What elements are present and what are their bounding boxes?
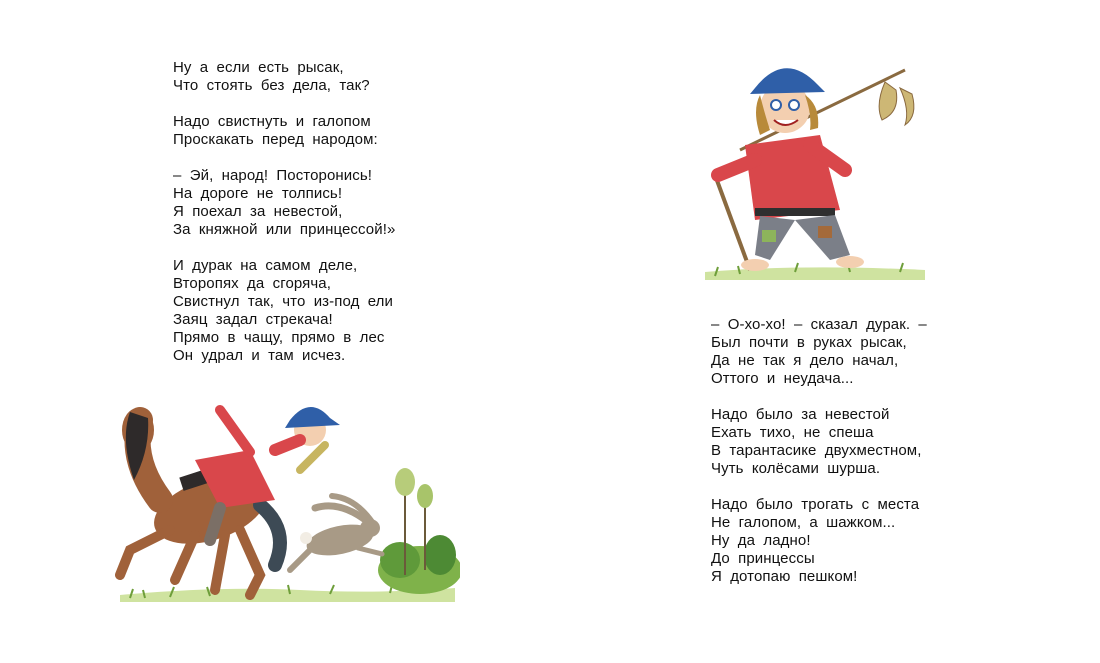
left-poem [173, 59, 395, 383]
poem-line: Да не так я дело начал, [711, 352, 899, 369]
stanza [711, 316, 927, 388]
poem-line: Что стоять без дела, так? [173, 77, 370, 94]
poem-line: Надо было за невестой [711, 406, 890, 423]
poem-line: Ехать тихо, не спеша [711, 424, 874, 441]
stanza [173, 167, 395, 239]
stanza [711, 406, 927, 478]
poem-line: Свистнул так, что из-под ели [173, 293, 393, 310]
poem-line: До принцессы [711, 550, 815, 567]
poem-line: Надо было трогать с места [711, 496, 920, 513]
poem-line: Был почти в руках рысак, [711, 334, 907, 351]
poem-line: На дороге не толпись! [173, 185, 343, 202]
poem-line: Не галопом, а шажком... [711, 514, 896, 531]
poem-line: Я поехал за невестой, [173, 203, 343, 220]
poem-line: – О-хо-хо! – сказал дурак. – [711, 316, 927, 333]
poem-line: Чуть колёсами шурша. [711, 460, 881, 477]
poem-line: Проскакать перед народом: [173, 131, 378, 148]
poem-line: За княжной или принцессой!» [173, 221, 396, 238]
stanza [711, 496, 927, 586]
poem-line: В тарантасике двухместном, [711, 442, 922, 459]
stanza [173, 257, 395, 365]
fool-walking-illustration [700, 50, 930, 285]
fool-on-horse-illustration [100, 390, 460, 610]
poem-line: Надо свистнуть и галопом [173, 113, 371, 130]
poem-line: Ну да ладно! [711, 532, 811, 549]
right-poem [711, 316, 927, 604]
poem-line: Второпях да сгоряча, [173, 275, 332, 292]
poem-line: – Эй, народ! Посторонись! [173, 167, 373, 184]
poem-line: И дурак на самом деле, [173, 257, 358, 274]
right-page [550, 0, 1100, 663]
poem-line: Заяц задал стрекача! [173, 311, 333, 328]
stanza [173, 113, 395, 149]
poem-line: Оттого и неудача... [711, 370, 854, 387]
poem-line: Прямо в чащу, прямо в лес [173, 329, 385, 346]
poem-line: Я дотопаю пешком! [711, 568, 858, 585]
poem-line: Он удрал и там исчез. [173, 347, 346, 364]
stanza [173, 59, 395, 95]
poem-line: Ну а если есть рысак, [173, 59, 344, 76]
